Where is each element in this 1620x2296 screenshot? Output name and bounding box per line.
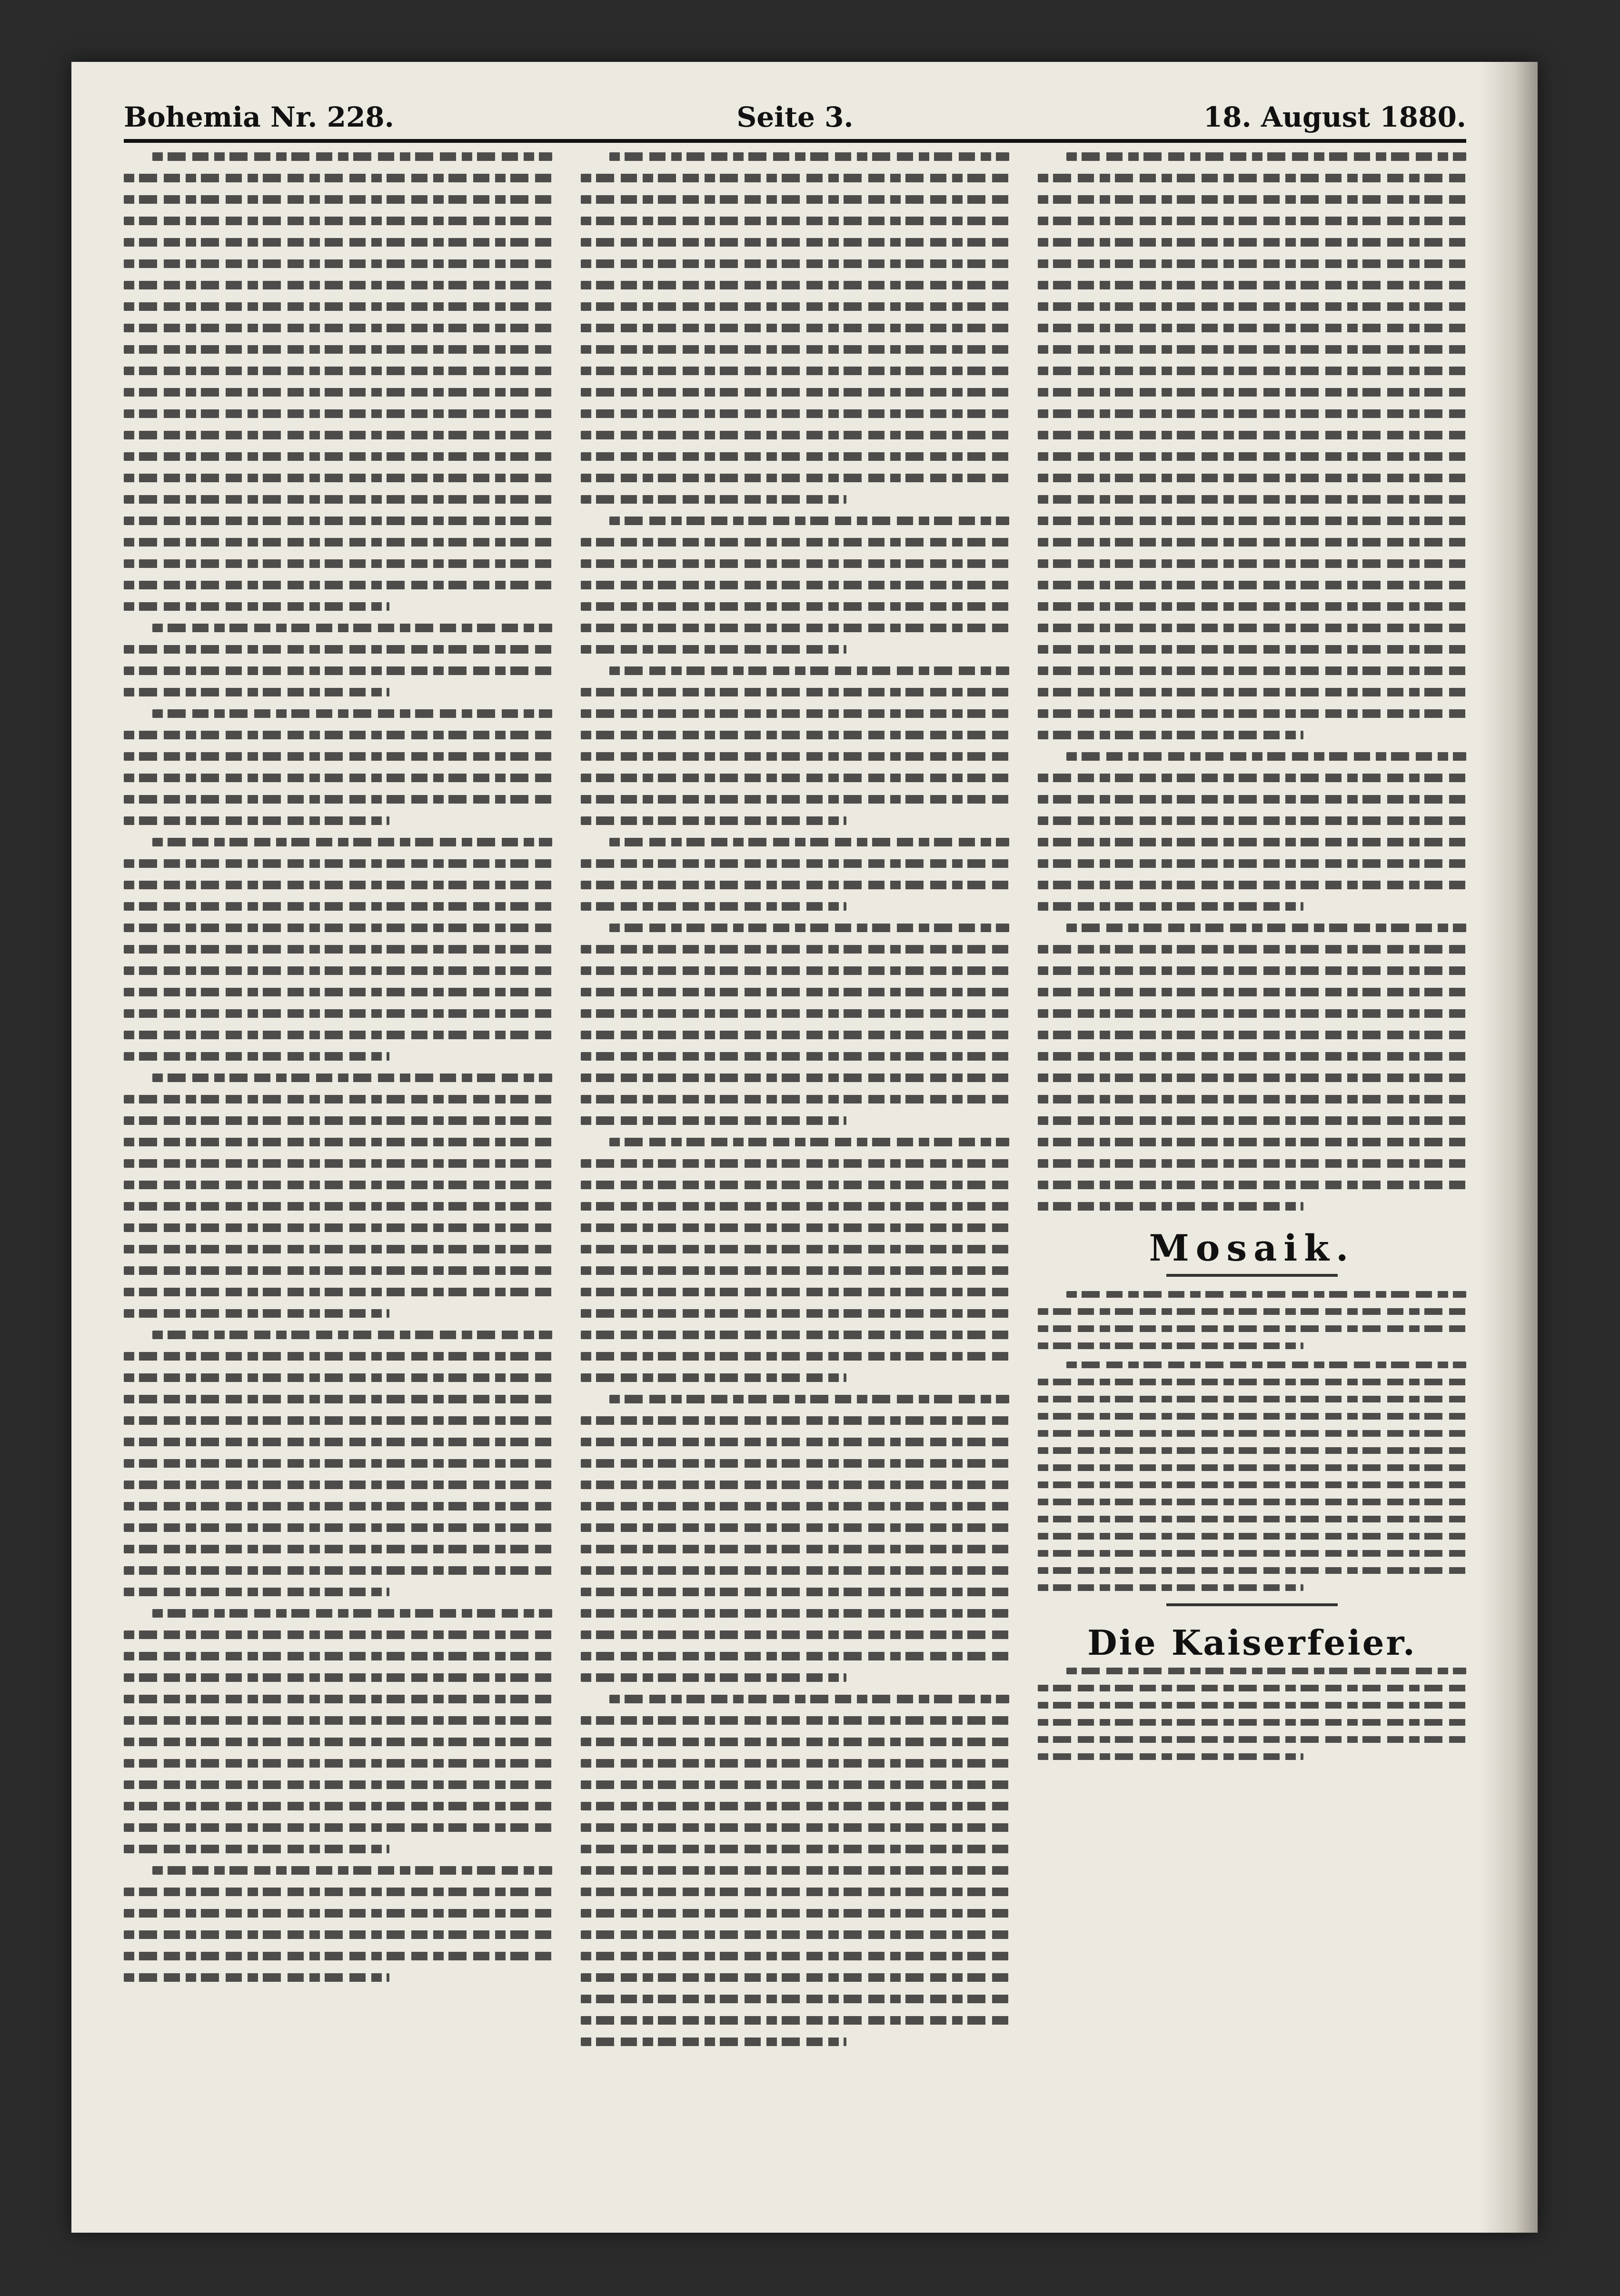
- text-line: [124, 1031, 552, 1039]
- text-line: [581, 966, 1009, 975]
- text-line: [1066, 1668, 1466, 1674]
- text-line: [152, 709, 552, 718]
- text-line: [1038, 367, 1466, 375]
- text-line: [581, 1738, 1009, 1746]
- text-line: [581, 731, 1009, 739]
- text-line: [1038, 1533, 1466, 1540]
- text-paragraph: [581, 1138, 1009, 1382]
- text-line: [124, 559, 552, 568]
- text-line: [581, 1609, 1009, 1618]
- text-line: [1066, 924, 1466, 932]
- text-line: [1038, 838, 1466, 846]
- text-line: [124, 1759, 552, 1768]
- text-line: [124, 1780, 552, 1789]
- text-line: [124, 217, 552, 225]
- text-line: [581, 1459, 1009, 1468]
- text-line: [581, 1502, 1009, 1511]
- text-line: [1038, 1685, 1466, 1691]
- text-line: [124, 581, 552, 589]
- text-line: [581, 1202, 1009, 1211]
- text-line: [1038, 902, 1303, 911]
- text-line: [124, 816, 389, 825]
- text-line: [1038, 816, 1466, 825]
- text-line: [124, 1223, 552, 1232]
- text-line: [1038, 1736, 1466, 1743]
- text-line: [581, 1652, 1009, 1660]
- text-line: [1038, 1308, 1466, 1315]
- text-line: [124, 1845, 389, 1853]
- text-line: [581, 1416, 1009, 1425]
- text-paragraph: [581, 924, 1009, 1125]
- text-line: [581, 1031, 1009, 1039]
- text-line: [581, 645, 846, 654]
- text-line: [1038, 859, 1466, 868]
- text-line: [1038, 624, 1466, 632]
- text-line: [124, 1095, 552, 1103]
- text-line: [152, 838, 552, 846]
- text-paragraph: [1038, 924, 1466, 1211]
- text-line: [1038, 324, 1466, 332]
- text-line: [581, 1545, 1009, 1553]
- text-line: [124, 1630, 552, 1639]
- text-line: [581, 1866, 1009, 1875]
- text-line: [124, 538, 552, 547]
- text-line: [1038, 1481, 1466, 1488]
- text-line: [1038, 1753, 1303, 1760]
- text-line: [124, 1202, 552, 1211]
- text-line: [1038, 1325, 1466, 1332]
- page-header: [124, 81, 1466, 143]
- text-line: [124, 195, 552, 204]
- text-line: [124, 602, 389, 611]
- text-line: [581, 1095, 1009, 1103]
- text-line: [124, 174, 552, 182]
- text-line: [124, 1909, 552, 1918]
- text-line: [1038, 259, 1466, 268]
- text-line: [124, 1052, 389, 1061]
- text-line: [1066, 1362, 1466, 1368]
- text-line: [124, 1181, 552, 1189]
- text-line: [581, 1373, 846, 1382]
- text-line: [124, 302, 552, 311]
- column-1: [124, 152, 552, 2214]
- text-line: [124, 1545, 552, 1553]
- text-line: [581, 474, 1009, 482]
- text-line: [581, 324, 1009, 332]
- text-line: [1038, 174, 1466, 182]
- text-line: [1038, 517, 1466, 525]
- text-line: [1066, 752, 1466, 761]
- text-line: [581, 195, 1009, 204]
- text-line: [581, 1630, 1009, 1639]
- text-paragraph: [581, 1695, 1009, 2046]
- text-line: [124, 1823, 552, 1832]
- text-line: [581, 1995, 1009, 2003]
- text-line: [581, 709, 1009, 718]
- text-line: [124, 281, 552, 289]
- text-line: [1038, 1095, 1466, 1103]
- text-line: [1038, 238, 1466, 247]
- text-line: [1038, 452, 1466, 461]
- column-3: [1038, 152, 1466, 2214]
- text-line: [1038, 774, 1466, 782]
- text-line: [124, 666, 552, 675]
- text-line: [609, 1695, 1009, 1703]
- text-line: [1038, 795, 1466, 804]
- text-line: [581, 752, 1009, 761]
- text-line: [581, 1673, 846, 1682]
- text-line: [1066, 1291, 1466, 1298]
- text-line: [581, 1802, 1009, 1810]
- text-line: [1038, 538, 1466, 547]
- text-line: [581, 1181, 1009, 1189]
- text-line: [581, 1888, 1009, 1896]
- text-line: [124, 731, 552, 739]
- text-line: [581, 452, 1009, 461]
- text-line: [581, 1759, 1009, 1768]
- text-paragraph: [581, 838, 1009, 911]
- text-line: [124, 1438, 552, 1446]
- text-line: [581, 1588, 1009, 1596]
- text-paragraph: [124, 838, 552, 1061]
- text-line: [124, 859, 552, 868]
- text-line: [1038, 1702, 1466, 1709]
- text-line: [581, 1266, 1009, 1275]
- text-line: [1038, 302, 1466, 311]
- text-paragraph: [124, 709, 552, 825]
- text-line: [609, 152, 1009, 161]
- text-line: [124, 1459, 552, 1468]
- text-line: [1038, 1516, 1466, 1522]
- text-line: [124, 795, 552, 804]
- text-line: [581, 688, 1009, 696]
- text-line: [581, 945, 1009, 954]
- text-line: [581, 795, 1009, 804]
- text-line: [581, 238, 1009, 247]
- text-line: [124, 324, 552, 332]
- text-line: [581, 1052, 1009, 1061]
- text-line: [609, 838, 1009, 846]
- text-line: [581, 859, 1009, 868]
- text-paragraph: [124, 624, 552, 696]
- text-paragraph: [124, 1073, 552, 1318]
- text-line: [124, 1373, 552, 1382]
- text-paragraph: [1038, 1291, 1466, 1349]
- text-line: [124, 1588, 389, 1596]
- text-line: [124, 1481, 552, 1489]
- text-line: [124, 1502, 552, 1511]
- text-line: [1038, 966, 1466, 975]
- text-line: [581, 902, 846, 911]
- text-paragraph: [581, 152, 1009, 504]
- text-line: [1038, 945, 1466, 954]
- text-line: [581, 774, 1009, 782]
- text-line: [581, 367, 1009, 375]
- text-line: [124, 1116, 552, 1125]
- text-line: [581, 345, 1009, 354]
- text-line: [1038, 1464, 1466, 1471]
- text-line: [581, 988, 1009, 996]
- text-line: [124, 1416, 552, 1425]
- text-line: [609, 1138, 1009, 1146]
- text-paragraph: [124, 1331, 552, 1596]
- text-line: [124, 367, 552, 375]
- text-line: [581, 559, 1009, 568]
- text-line: [609, 1395, 1009, 1403]
- text-line: [124, 1930, 552, 1939]
- text-line: [124, 1673, 552, 1682]
- section-title-mosaik: Mosaik.: [1149, 1227, 1355, 1269]
- text-paragraph: [124, 152, 552, 611]
- text-line: [124, 1288, 552, 1296]
- newspaper-page: [71, 62, 1538, 2233]
- text-line: [1038, 431, 1466, 439]
- text-line: [152, 1609, 552, 1618]
- text-columns: [124, 152, 1466, 2214]
- text-line: [1038, 1550, 1466, 1557]
- text-line: [152, 152, 552, 161]
- text-line: [124, 259, 552, 268]
- text-line: [581, 1716, 1009, 1725]
- text-line: [581, 259, 1009, 268]
- text-line: [581, 602, 1009, 611]
- text-line: [581, 1930, 1009, 1939]
- text-paragraph: [1038, 752, 1466, 911]
- text-line: [581, 302, 1009, 311]
- text-line: [1038, 388, 1466, 397]
- text-line: [124, 495, 552, 504]
- text-line: [609, 924, 1009, 932]
- text-line: [124, 688, 389, 696]
- text-line: [1038, 1009, 1466, 1018]
- text-paragraph: [581, 517, 1009, 654]
- section-rule: [1166, 1603, 1338, 1606]
- text-line: [581, 1823, 1009, 1832]
- text-line: [124, 1952, 552, 1960]
- text-line: [1038, 1138, 1466, 1146]
- text-line: [124, 645, 552, 654]
- text-line: [124, 1395, 552, 1403]
- text-line: [124, 1738, 552, 1746]
- text-line: [581, 1116, 846, 1125]
- text-line: [1038, 988, 1466, 996]
- text-line: [152, 1866, 552, 1875]
- text-line: [581, 174, 1009, 182]
- text-line: [124, 752, 552, 761]
- text-line: [1038, 495, 1466, 504]
- text-paragraph: [581, 666, 1009, 825]
- text-paragraph: [124, 1609, 552, 1853]
- text-line: [1038, 217, 1466, 225]
- text-line: [124, 474, 552, 482]
- section-rule: [1166, 1274, 1338, 1277]
- text-line: [124, 1009, 552, 1018]
- text-line: [1038, 345, 1466, 354]
- text-paragraph: [124, 1866, 552, 1982]
- text-line: [124, 409, 552, 418]
- text-line: [581, 1973, 1009, 1982]
- text-line: [581, 624, 1009, 632]
- text-line: [581, 1309, 1009, 1318]
- text-line: [124, 966, 552, 975]
- text-line: [1038, 1031, 1466, 1039]
- text-line: [1038, 281, 1466, 289]
- text-line: [581, 1438, 1009, 1446]
- text-line: [124, 1266, 552, 1275]
- header-page-number: Seite 3.: [736, 101, 854, 133]
- text-line: [1038, 195, 1466, 204]
- text-line: [1038, 881, 1466, 889]
- text-line: [124, 345, 552, 354]
- text-line: [1038, 709, 1466, 718]
- text-line: [1038, 1116, 1466, 1125]
- text-line: [581, 1331, 1009, 1339]
- text-line: [124, 945, 552, 954]
- text-line: [1066, 152, 1466, 161]
- text-line: [1038, 1342, 1303, 1349]
- text-line: [581, 431, 1009, 439]
- text-line: [1038, 666, 1466, 675]
- text-line: [609, 517, 1009, 525]
- text-line: [1038, 1181, 1466, 1189]
- text-line: [1038, 1202, 1303, 1211]
- text-line: [1038, 602, 1466, 611]
- text-line: [124, 881, 552, 889]
- text-line: [581, 1845, 1009, 1853]
- text-line: [124, 238, 552, 247]
- text-line: [581, 1159, 1009, 1168]
- text-line: [581, 1952, 1009, 1960]
- text-line: [124, 924, 552, 932]
- text-line: [1038, 1379, 1466, 1385]
- text-line: [124, 1652, 552, 1660]
- section-title-kaiserfeier: Die Kaiserfeier.: [1087, 1622, 1417, 1663]
- text-line: [124, 988, 552, 996]
- text-line: [1038, 1447, 1466, 1454]
- text-line: [124, 1245, 552, 1253]
- text-line: [581, 1288, 1009, 1296]
- text-line: [581, 1352, 1009, 1361]
- text-line: [581, 1780, 1009, 1789]
- text-line: [1038, 409, 1466, 418]
- text-line: [124, 1138, 552, 1146]
- text-line: [1038, 645, 1466, 654]
- text-line: [152, 624, 552, 632]
- text-line: [581, 1523, 1009, 1532]
- text-line: [1038, 731, 1303, 739]
- text-paragraph: [1038, 1362, 1466, 1591]
- text-line: [581, 388, 1009, 397]
- text-line: [581, 2038, 846, 2046]
- text-line: [1038, 1413, 1466, 1420]
- text-line: [1038, 1396, 1466, 1402]
- text-line: [1038, 1567, 1466, 1574]
- text-line: [1038, 1584, 1303, 1591]
- text-line: [124, 1695, 552, 1703]
- text-line: [152, 1073, 552, 1082]
- text-line: [124, 1888, 552, 1896]
- text-line: [124, 1159, 552, 1168]
- text-paragraph: [1038, 152, 1466, 739]
- text-paragraph: [1038, 1668, 1466, 1760]
- text-line: [124, 1352, 552, 1361]
- text-line: [124, 1716, 552, 1725]
- text-line: [124, 517, 552, 525]
- text-line: [581, 1009, 1009, 1018]
- text-line: [581, 816, 846, 825]
- text-line: [581, 1223, 1009, 1232]
- text-line: [124, 1309, 389, 1318]
- text-line: [581, 281, 1009, 289]
- text-line: [609, 666, 1009, 675]
- text-line: [1038, 688, 1466, 696]
- text-line: [581, 495, 846, 504]
- text-line: [124, 431, 552, 439]
- text-line: [581, 2016, 1009, 2025]
- text-line: [124, 774, 552, 782]
- column-2: [581, 152, 1009, 2214]
- text-line: [1038, 1073, 1466, 1082]
- text-paragraph: [581, 1395, 1009, 1682]
- text-line: [152, 1331, 552, 1339]
- header-date: 18. August 1880.: [1203, 101, 1466, 133]
- text-line: [581, 1909, 1009, 1918]
- text-line: [581, 1481, 1009, 1489]
- text-line: [1038, 1052, 1466, 1061]
- text-line: [581, 409, 1009, 418]
- text-line: [124, 1523, 552, 1532]
- text-line: [1038, 1159, 1466, 1168]
- page-binding-shadow: [1481, 62, 1538, 2233]
- text-line: [124, 452, 552, 461]
- text-line: [1038, 1499, 1466, 1505]
- text-line: [124, 1973, 389, 1982]
- text-line: [581, 538, 1009, 547]
- text-line: [124, 902, 552, 911]
- header-issue: Bohemia Nr. 228.: [124, 101, 394, 133]
- text-line: [124, 1566, 552, 1575]
- text-line: [1038, 559, 1466, 568]
- text-line: [1038, 1430, 1466, 1437]
- text-line: [581, 1245, 1009, 1253]
- text-line: [124, 388, 552, 397]
- text-line: [581, 1073, 1009, 1082]
- text-line: [581, 1566, 1009, 1575]
- text-line: [581, 217, 1009, 225]
- text-line: [1038, 1719, 1466, 1726]
- text-line: [581, 581, 1009, 589]
- text-line: [1038, 581, 1466, 589]
- text-line: [124, 1802, 552, 1810]
- text-line: [1038, 474, 1466, 482]
- text-line: [581, 881, 1009, 889]
